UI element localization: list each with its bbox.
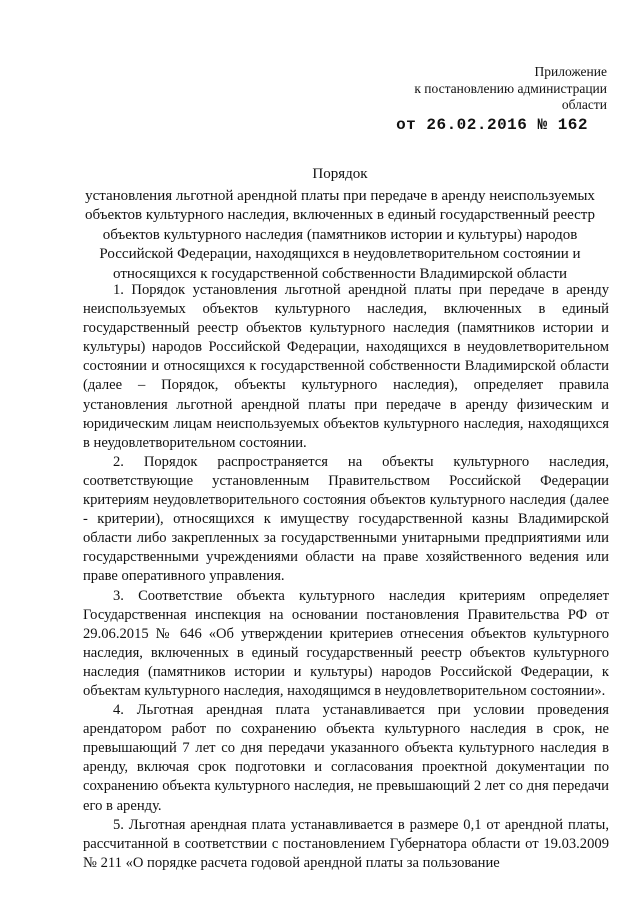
appendix-line: области (561, 97, 607, 112)
title-line: объектов культурного наследия (памятников истории и культуры) народов (102, 226, 578, 243)
title-line: Российской Федерации, находящихся в неудовлетворительном состоянии и (99, 246, 581, 262)
title-heading: Порядок (312, 166, 368, 182)
paragraph-5: 5. Льготная арендная плата устанавливается в размере 0,1 от арендной платы, рассчитанной в соответствии с постановлением Губернатора области от 19.03.2009 № 211 «О порядке расчета годовой арендной платы за пользование (83, 816, 609, 871)
document-body (83, 281, 609, 873)
paragraph-2: 2. Порядок распространяется на объекты культурного наследия, соответствующие установленным Правительством Российской Федерации критериям неудовлетворительного состояния объектов культурного наследия (далее - критерии), относящихся к имуществу государственной казны Владимирской области либо закрепленных за государственными унитарными предприятиями или государственными учреждениями области на праве хозяйственного ведения или праве оперативного управления. (83, 453, 609, 585)
paragraph-4: 4. Льготная арендная плата устанавливается при условии проведения арендатором работ по сохранению объекта культурного наследия в срок, не превышающий 7 лет со дня передачи указанного объекта культурного наследия в аренду, включая срок подготовки и согласования проектной документации по сохранению объекта культурного наследия, не превышающий 2 лет со дня передачи его в аренду. (83, 702, 609, 814)
appendix-header (414, 64, 607, 114)
appendix-line: Приложение (534, 64, 607, 79)
title-line: относящихся к государственной собственности Владимирской области (113, 265, 567, 282)
document-title (60, 165, 620, 284)
appendix-line: к постановлению администрации (414, 80, 607, 96)
title-line: установления льготной арендной платы при передаче в аренду неиспользуемых (85, 187, 595, 204)
paragraph-1: 1. Порядок установления льготной арендной платы при передаче в аренду неиспользуемых объектов культурного наследия, включенных в единый государственный реестр объектов культурного наследия (памятников истории и культуры) народов Российской Федерации, находящихся в неудовлетворительном состоянии и относящихся к государственной собственности Владимирской области (далее – Порядок, объекты культурного наследия), определяет правила установления льготной арендной платы при передаче в аренду физическим и юридическим лицам неиспользуемых объектов культурного наследия, находящихся в неудовлетворительном состоянии. (83, 282, 609, 451)
title-line: объектов культурного наследия, включенных в единый государственный реестр (84, 207, 596, 223)
paragraph-3: 3. Соответствие объекта культурного наследия критериям определяет Государственная инспекция на основании постановления Правительства РФ от 29.06.2015 № 646 «Об утверждении критериев отнесения объектов культурного наследия, включенных в единый государственный реестр объектов культурного наследия (памятников истории и культуры) народов Российской Федерации, к объектам культурного наследия, находящимся в неудовлетворительном состоянии». (83, 587, 609, 699)
date-number-stamp: от 26.02.2016 № 162 (396, 116, 588, 134)
